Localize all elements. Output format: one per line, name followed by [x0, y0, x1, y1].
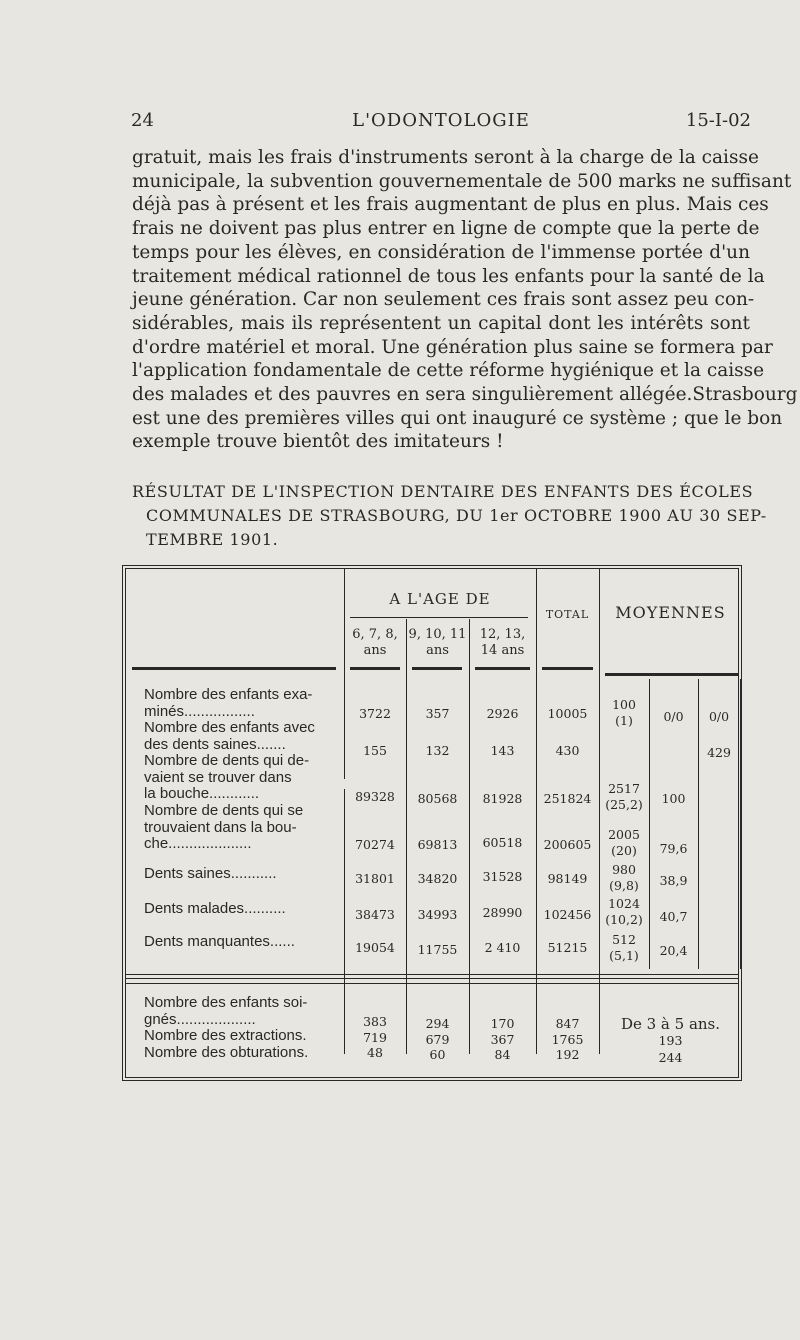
paragraph-line: jeune génération. Car non seulement ces frais sont assez peu con-	[132, 289, 755, 311]
table-cell: 69813	[417, 837, 458, 852]
paragraph-line: exemple trouve bientôt des imitateurs !	[132, 431, 504, 453]
table-cell: 40,7	[659, 909, 688, 924]
table-cell: 34993	[417, 907, 458, 922]
table-cell: 60	[429, 1047, 446, 1062]
table-cell: 98149	[547, 871, 588, 886]
row-label: Dents malades..........	[144, 900, 286, 917]
paragraph-line: l'application fondamentale de cette réforme hygiénique et la caisse	[132, 360, 765, 382]
section-title-line: TEMBRE 1901.	[146, 530, 279, 549]
row-label: Nombre des enfants avec des dents saines.......	[144, 719, 315, 753]
row-label: Nombre des enfants exa- minés.................	[144, 686, 313, 720]
table-cell: De 3 à 5 ans.	[620, 1015, 721, 1033]
row-label: Dents saines...........	[144, 865, 277, 882]
table-cell: 980 (9,8)	[609, 862, 639, 893]
table-cell: 0/0	[708, 709, 730, 724]
table-cell: 170	[490, 1016, 515, 1031]
paragraph-line: municipale, la subvention gouvernementale de 500 marks ne suffisant	[132, 170, 792, 192]
table-cell: 51215	[547, 940, 588, 955]
row-label: Nombre des extractions.	[144, 1027, 307, 1044]
table-cell: 847	[555, 1016, 580, 1031]
table-cell: 1024 (10,2)	[605, 896, 643, 927]
statistics-table	[122, 565, 742, 1081]
table-cell: 294	[425, 1016, 450, 1031]
table-cell: 11755	[417, 942, 458, 957]
table-cell: 3722	[359, 706, 391, 721]
table-cell: 10005	[547, 706, 588, 721]
table-cell: 430	[555, 743, 580, 758]
paragraph-line: frais ne doivent pas plus entrer en ligne de compte que la perte de	[132, 218, 760, 240]
table-cell: 719	[363, 1030, 387, 1045]
table-cell: 192	[555, 1047, 580, 1062]
table-cell: 2 410	[484, 940, 521, 955]
table-cell: 34820	[417, 871, 458, 886]
paragraph-line: sidérables, mais ils représentent un capital dont les intérêts sont	[132, 312, 750, 334]
table-cell: 84	[494, 1047, 511, 1062]
table-cell: 2517 (25,2)	[605, 781, 643, 812]
paragraph-line: est une des premières villes qui ont inauguré ce système ; que le bon	[132, 407, 783, 429]
age-col-header: 6, 7, 8, ans	[352, 627, 398, 658]
table-cell: 367	[490, 1032, 515, 1047]
body-paragraph	[132, 146, 798, 454]
row-label: Nombre des obturations.	[144, 1044, 309, 1061]
table-cell: 155	[363, 743, 387, 758]
table-cell: 679	[425, 1032, 450, 1047]
table-cell: 2926	[486, 706, 519, 721]
table-cell: 60518	[482, 835, 523, 850]
table-cell: 80568	[417, 791, 458, 806]
paragraph-line: des malades et des pauvres en sera singulièrement allégée.Strasbourg	[132, 384, 798, 406]
issue-date: 15-I-02	[685, 110, 751, 131]
age-group-header: A L'AGE DE	[389, 590, 491, 608]
paragraph-line: d'ordre matériel et moral. Une génération plus saine se formera par	[132, 336, 773, 358]
table-cell: 429	[707, 745, 731, 760]
table-cell: 81928	[482, 791, 523, 806]
table-cell: 48	[367, 1045, 383, 1060]
section-title	[132, 480, 767, 552]
table-cell: 244	[658, 1050, 683, 1065]
table-cell: 20,4	[659, 943, 688, 958]
section-title-line: COMMUNALES DE STRASBOURG, DU 1er OCTOBRE 1900 AU 30 SEP-	[146, 506, 767, 525]
table-cell: 193	[658, 1033, 683, 1048]
journal-title: L'ODONTOLOGIE	[352, 110, 530, 131]
table-cell: 28990	[482, 905, 523, 920]
page-number: 24	[131, 110, 154, 131]
paragraph-line: déjà pas à présent et les frais augmentant de plus en plus. Mais ces	[132, 194, 769, 216]
table-cell: 251824	[543, 791, 592, 806]
table-cell: 383	[363, 1014, 387, 1029]
section-title-line: RÉSULTAT DE L'INSPECTION DENTAIRE DES ENFANTS DES ÉCOLES	[132, 482, 754, 501]
table-cell: 38473	[355, 907, 395, 922]
table-cell: 70274	[355, 837, 395, 852]
row-label: Nombre de dents qui de- vaient se trouver dans la bouche............	[144, 752, 310, 802]
row-label: Nombre des enfants soi- gnés...................	[144, 994, 308, 1028]
total-header: TOTAL	[545, 608, 590, 621]
table-cell: 102456	[543, 907, 592, 922]
table-cell: 357	[425, 706, 450, 721]
row-label: Nombre de dents qui se trouvaient dans la bou- che....................	[144, 802, 304, 852]
row-label: Dents manquantes......	[144, 933, 295, 950]
table-cell: 100 (1)	[612, 697, 636, 728]
table-cell: 100	[661, 791, 686, 806]
table-cell: 89328	[355, 789, 395, 804]
table-cell: 512 (5,1)	[609, 932, 639, 963]
table-cell: 200605	[543, 837, 592, 852]
paragraph-line: temps pour les élèves, en considération de l'immense portée d'un	[132, 241, 750, 263]
table-cell: 38,9	[659, 873, 688, 888]
table-cell: 132	[425, 743, 450, 758]
age-col-header: 9, 10, 11 ans	[408, 627, 467, 658]
age-col-header: 12, 13, 14 ans	[479, 627, 526, 658]
table-cell: 1765	[551, 1032, 584, 1047]
table-cell: 2005 (20)	[608, 827, 640, 858]
table-cell: 31801	[355, 871, 395, 886]
paragraph-line: gratuit, mais les frais d'instruments seront à la charge de la caisse	[132, 147, 759, 168]
table-cell: 79,6	[659, 841, 688, 856]
table-cell: 19054	[355, 940, 395, 955]
table-cell: 31528	[482, 869, 523, 884]
running-header	[131, 110, 751, 134]
table-cell: 0/0	[663, 709, 684, 724]
table-cell: 143	[490, 743, 515, 758]
paragraph-line: traitement médical rationnel de tous les enfants pour la santé de la	[132, 265, 765, 287]
moyennes-header: MOYENNES	[615, 603, 726, 622]
